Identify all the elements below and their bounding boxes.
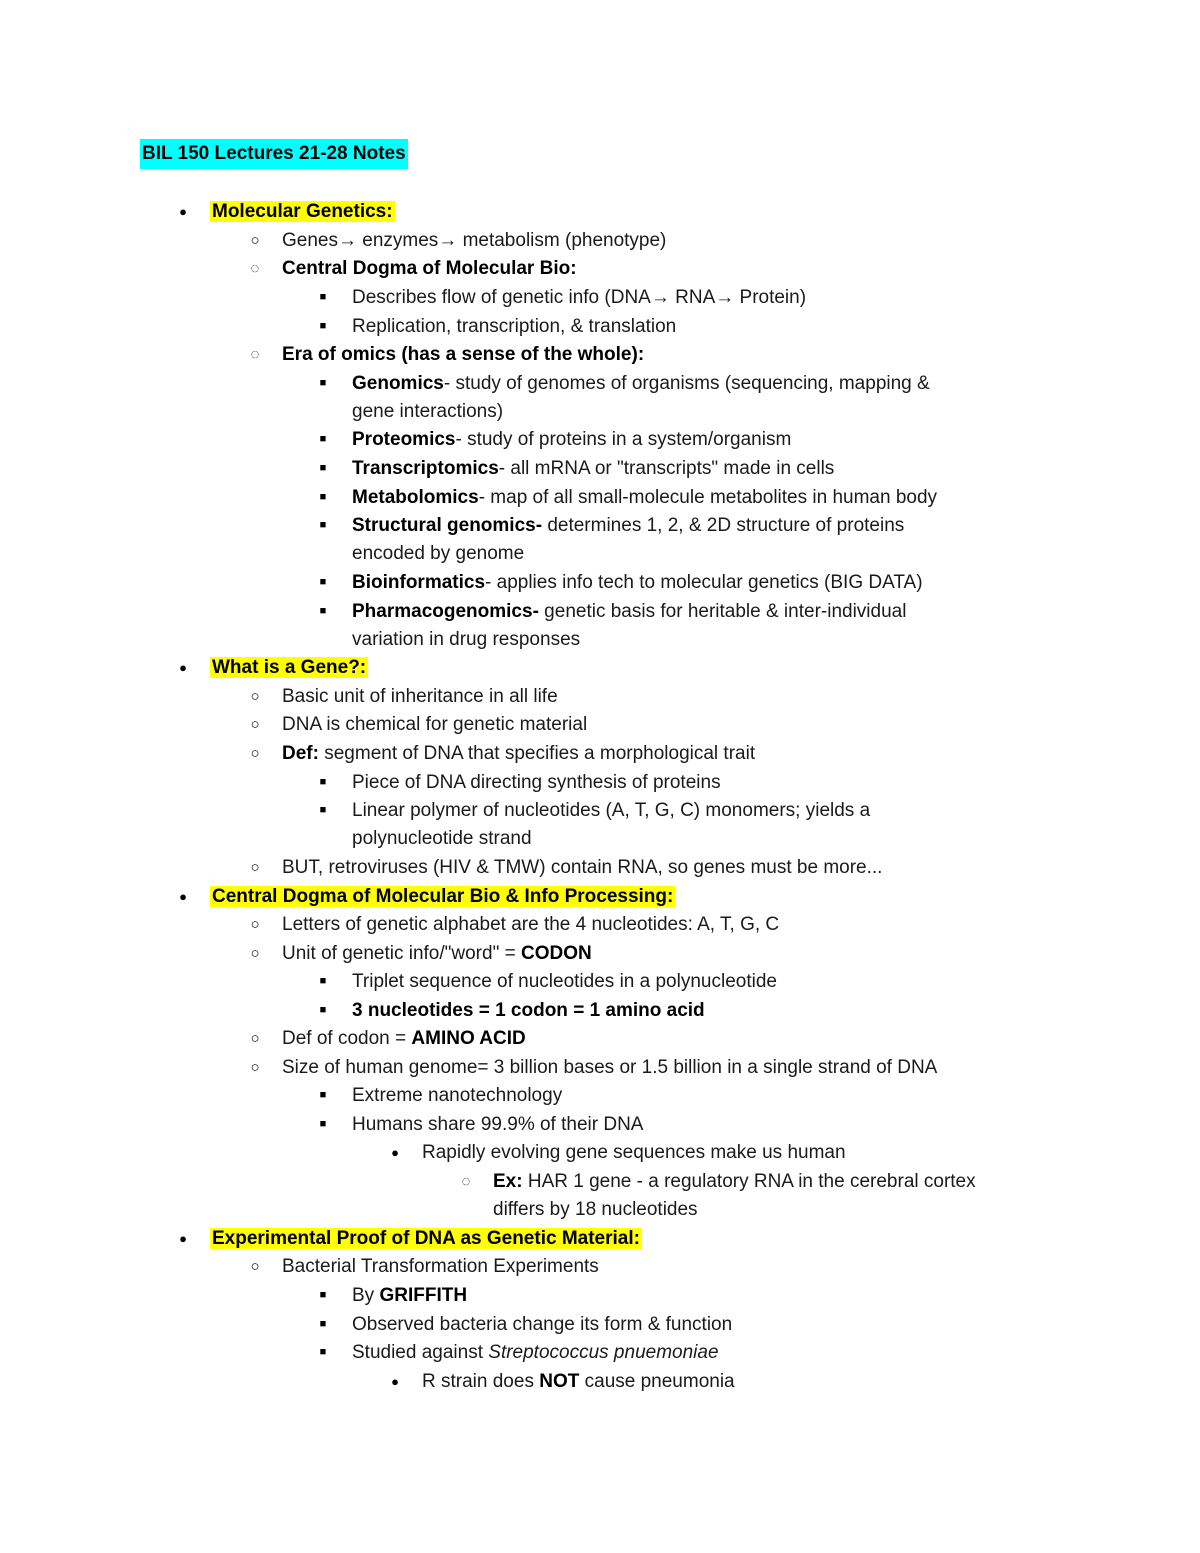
bullet-circle-icon: ○ [250, 1059, 260, 1076]
bullet-square-icon: ■ [319, 1004, 327, 1016]
bullet-square-icon: ■ [319, 291, 327, 303]
bullet-circle-icon: ○ [250, 745, 260, 762]
bullet-circle-icon: ○ [250, 1258, 260, 1275]
bullet-square-icon: ■ [319, 320, 327, 332]
bullet-square-icon: ■ [319, 1318, 327, 1330]
document-page: BIL 150 Lectures 21-28 Notes ● Molecular Genetics: ○ Genes→ enzymes→ metabolism (phenotype) ◌ Central Dogma of Molecular Bio: ■ Describes flow of genetic info (DNA→ RNA→ Protein) ■ Replication, transcription, & translation ◌ Era of omics (has a sense of the whole): ■ Genomics- study of genomes of organisms (sequencing, mapping & gene interactions) ■ Proteomics- study of proteins in a system/organism ■ Transcriptomics- all mRNA or "transcripts" made in cells ■ Metabolomics- map of all small-molecule metabolites in human body ■ Structural genomics- determines 1, 2, & 2D structure of proteins encoded by genome ■ Bioinformatics- applies info tech to molecular genetics (BIG DATA) ■ Pharmacogenomics- genetic basis for heritable & inter-individual variation in drug responses ● What is a Gene?: ○ Basic unit of inheritance in all life ○ DNA is chemical for genetic material ○ Def: segment of DNA that specifies a morphological trait ■ Piece of DNA directing synthesis of proteins ■ Linear polymer of nucleotides (A, T, G, C) monomers; yields a polynucleotide strand ○ BUT, retroviruses (HIV & TMW) contain RNA, so genes must be more... ● Central Dogma of Molecular Bio & Info Processing: ○ Letters of genetic alphabet are the 4 nucleotides: A, T, G, C ○ Unit of genetic info/"word" = CODON ■ Triplet sequence of nucleotides in a polynucleotide ■ 3 nucleotides = 1 codon = 1 amino acid ○ Def of codon = AMINO ACID ○ Size of human genome= 3 billion bases or 1.5 billion in a single strand of DNA ■ Extreme nanotechnology ■ Humans share 99.9% of their DNA ● Rapidly evolving gene sequences make us human ◌ Ex: HAR 1 gene - a regulatory RNA in the cerebral cortex differs by 18 nucleotides ● Experimental Proof of DNA as Genetic Material: ○ Bacterial Transformation Experiments ■ By GRIFFITH ■ Observed bacteria change its form & function ■ Studied against Streptococcus pnuemoniae ● R strain does NOT cause pneumonia [0, 0, 1200, 1553]
bullet-circle-icon: ○ [250, 916, 260, 933]
section-heading: Central Dogma of Molecular Bio & Info Processing: [212, 886, 674, 907]
bullet-square-icon: ■ [319, 605, 327, 617]
bullet-square-icon: ■ [319, 433, 327, 445]
bullet-square-icon: ■ [319, 776, 327, 788]
bullet-square-icon: ■ [319, 1289, 327, 1301]
bullet-circle-icon: ○ [250, 945, 260, 962]
bullet-circle-icon: ○ [250, 688, 260, 705]
bullet-disc-icon: ● [391, 1145, 399, 1160]
bullet-circle-icon: ○ [250, 859, 260, 876]
bullet-square-icon: ■ [319, 491, 327, 503]
bullet-square-icon: ■ [319, 1346, 327, 1358]
bullet-circle-icon: ○ [250, 716, 260, 733]
bullet-square-icon: ■ [319, 377, 327, 389]
bullet-dotted-circle-icon: ◌ [461, 1173, 471, 1190]
bullet-square-icon: ■ [319, 1118, 327, 1130]
bullet-circle-icon: ○ [250, 1030, 260, 1047]
bullet-square-icon: ■ [319, 975, 327, 987]
bullet-dotted-circle-icon: ◌ [250, 260, 260, 277]
bullet-disc-icon: ● [179, 1231, 187, 1246]
section-heading: What is a Gene?: [212, 657, 367, 678]
bullet-disc-icon: ● [391, 1374, 399, 1389]
bullet-square-icon: ■ [319, 804, 327, 816]
bullet-square-icon: ■ [319, 519, 327, 531]
bullet-disc-icon: ● [179, 660, 187, 675]
bullet-disc-icon: ● [179, 889, 187, 904]
section-heading: Molecular Genetics: [212, 201, 393, 222]
section-heading: Experimental Proof of DNA as Genetic Material: [212, 1228, 640, 1249]
bullet-square-icon: ■ [319, 576, 327, 588]
bullet-dotted-circle-icon: ◌ [250, 346, 260, 363]
bullet-circle-icon: ○ [250, 232, 260, 249]
document-title: BIL 150 Lectures 21-28 Notes [140, 139, 408, 169]
bullet-square-icon: ■ [319, 462, 327, 474]
bullet-disc-icon: ● [179, 204, 187, 219]
bullet-square-icon: ■ [319, 1089, 327, 1101]
